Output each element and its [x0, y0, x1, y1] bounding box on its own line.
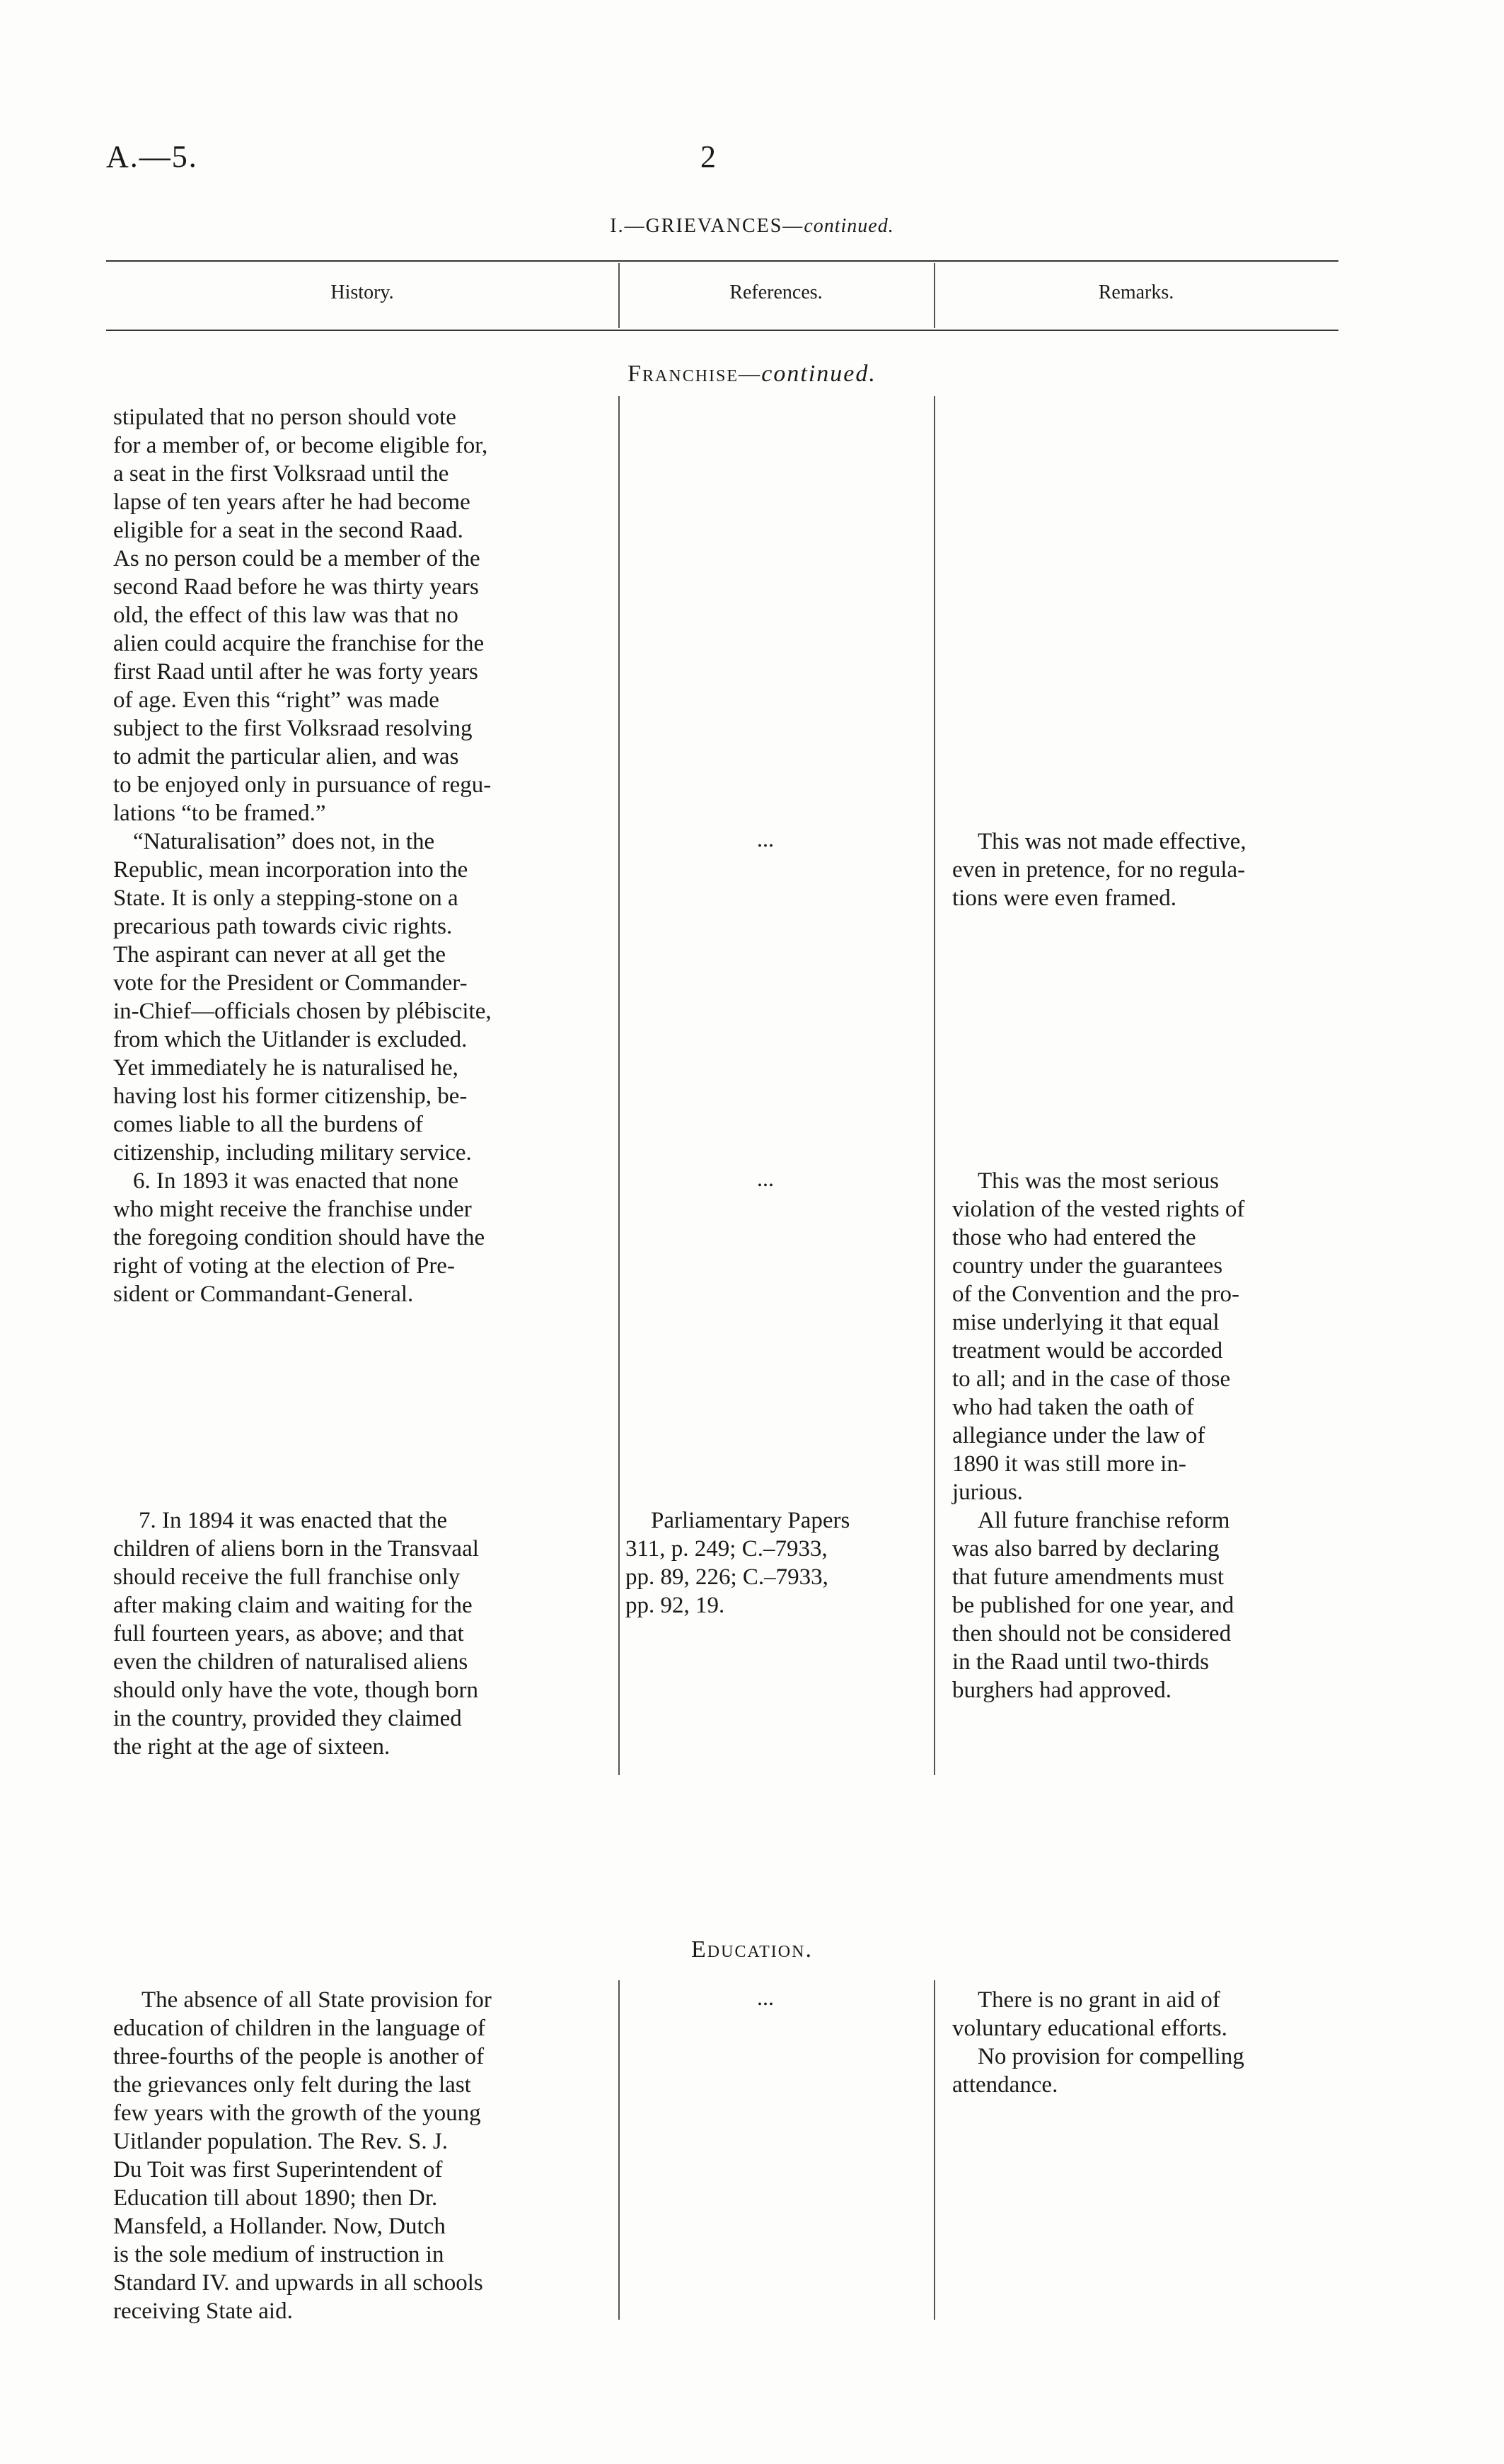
franchise-remark-2: This was not made effective, even in pretence, for no regula- tions were even framed.: [952, 829, 1246, 911]
column-header-references: References.: [729, 281, 823, 303]
section-heading-franchise-cont: —continued.: [739, 361, 877, 387]
education-divider-left: [618, 1980, 620, 2320]
column-divider-right: [934, 396, 935, 1775]
references-ellipsis-2: ...: [757, 1166, 774, 1191]
top-rule: [106, 260, 1338, 262]
references-ellipsis-3: ...: [757, 1984, 774, 2010]
page-title: [0, 215, 1504, 238]
franchise-history-para-7: 7. In 1894 it was enacted that the children of aliens born in the Transvaal should receive the full franchise only after making claim and waiting for the full fourteen years, as above; and that even the children of naturalised aliens should only have the vote, though born in the country, provided they claimed the right at the age of sixteen.: [113, 1508, 479, 1760]
page-number: 2: [700, 139, 716, 174]
section-heading-franchise: [0, 361, 1504, 388]
column-header-remarks: Remarks.: [1098, 281, 1174, 303]
franchise-reference-para-7: Parliamentary Papers 311, p. 249; C.–7933, pp. 89, 226; C.–7933, pp. 92, 19.: [625, 1508, 850, 1618]
education-remark-2: No provision for compelling attendance.: [952, 2044, 1244, 2098]
education-history-para: The absence of all State provision for education of children in the language of three-fourths of the people is another of the grievances only felt during the last few years with the growth of the young Uitlander population. The Rev. S. J. Du Toit was first Superintendent of Education till about 1890; then Dr. Mansfeld, a Hollander. Now, Dutch is the sole medium of instruction in Standard IV. and upwards in all schools receiving State aid.: [113, 1987, 492, 2324]
franchise-remark-7: All future franchise reform was also barred by declaring that future amendments must be published for one year, and then should not be considered in the Raad until two-thirds burghers had approved.: [952, 1508, 1234, 1703]
header-bottom-rule: [106, 330, 1338, 331]
column-header-history: History.: [330, 281, 394, 303]
education-remark-1: There is no grant in aid of voluntary educational efforts.: [952, 1987, 1227, 2041]
franchise-history-para-6: 6. In 1893 it was enacted that none who might receive the franchise under the foregoing condition should have the right of voting at the election of Pre- sident or Commandant-General.: [113, 1168, 485, 1307]
franchise-history-para-2: “Naturalisation” does not, in the Republic, mean incorporation into the State. It is only a stepping-stone on a precarious path towards civic rights. The aspirant can never at all get the vote for the President or Commander- in-Chief—officials chosen by plébiscite, from which the Uitlander is excluded. Yet immediately he is naturalised he, having lost his former citizenship, be- comes liable to all the burdens of citizenship, including military service.: [113, 829, 492, 1166]
references-ellipsis-1: ...: [757, 826, 774, 852]
page-title-main: I.—GRIEVANCES—: [610, 215, 804, 237]
franchise-history-para-1: stipulated that no person should vote for a member of, or become eligible for, a seat in the first Volksraad until the lapse of ten years after he had become eligible for a seat in the second Raad. As no person could be a member of the second Raad before he was thirty years old, the effect of this law was that no alien could acquire the franchise for the first Raad until after he was forty years of age. Even this “right” was made subject to the first Volksraad resolving to admit the particular alien, and was to be enjoyed only in pursuance of regu- lations “to be framed.”: [113, 405, 492, 826]
section-heading-education: [0, 1936, 1504, 1963]
document-reference: A.—5.: [106, 139, 198, 174]
education-divider-right: [934, 1980, 935, 2320]
section-heading-education-name: Education.: [691, 1936, 813, 1963]
column-divider-left: [618, 396, 620, 1775]
section-heading-franchise-name: Franchise: [627, 361, 739, 387]
page-title-continued: continued.: [804, 215, 894, 237]
franchise-remark-6: This was the most serious violation of the vested rights of those who had entered the country under the guarantees of the Convention and the pro- mise underlying it that equal treatment would be accorded to all; and in the case of those who had taken the oath of allegiance under the law of 1890 it was still more in- jurious.: [952, 1168, 1245, 1505]
